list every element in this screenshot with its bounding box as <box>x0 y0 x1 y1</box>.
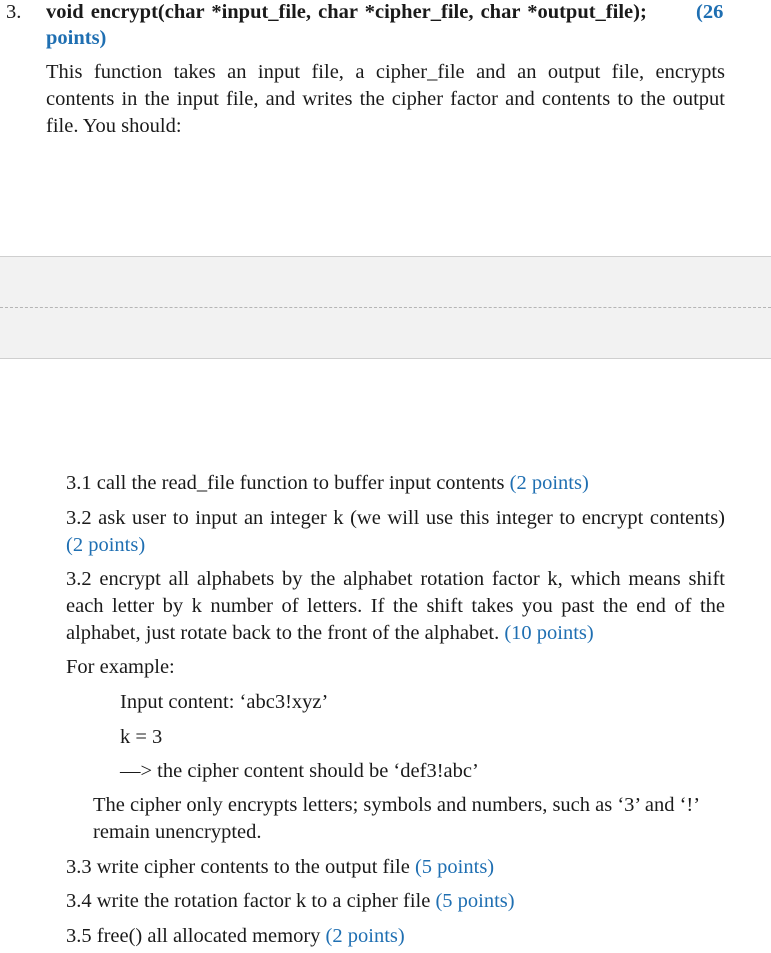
description-line-1: This function takes an input file, a cipher_file and an output file, encrypts <box>46 61 725 83</box>
step-3-2b-line-2: each letter by k number of letters. If the shift takes you past the end of the <box>66 595 725 617</box>
step-3-3-points: (5 points) <box>414 856 495 878</box>
step-3-2a-points: (2 points) <box>66 534 146 556</box>
step-3-2b-line-3 <box>66 623 594 644</box>
step-3-2b-line-3-text: alphabet, just rotate back to the front of the alphabet. <box>66 622 500 644</box>
step-3-2b-line-1: 3.2 encrypt all alphabets by the alphabet rotation factor k, which means shift <box>66 568 725 590</box>
step-3-1 <box>66 473 589 494</box>
separator-bottom-rule <box>0 358 771 359</box>
note-line-1: The cipher only encrypts letters; symbols and numbers, such as ‘3’ and ‘!’ <box>93 794 701 816</box>
step-3-4-text: 3.4 write the rotation factor k to a cipher file <box>66 890 431 912</box>
step-3-2a-text: 3.2 ask user to input an integer k (we will use this integer to encrypt contents) <box>66 507 725 529</box>
step-3-3 <box>66 857 494 878</box>
step-3-2b-points: (10 points) <box>504 622 594 644</box>
separator-dashed-line <box>0 307 771 308</box>
step-3-5-points: (2 points) <box>325 925 405 947</box>
description-line-2: contents in the input file, and writes the cipher factor and contents to the output <box>46 88 725 110</box>
step-3-5 <box>66 926 405 947</box>
note-line-2: remain unencrypted. <box>93 821 262 843</box>
step-3-5-text: 3.5 free() all allocated memory <box>66 925 321 947</box>
question-points-part2: points) <box>46 27 107 49</box>
step-3-1-points: (2 points) <box>509 472 589 494</box>
example-input: Input content: ‘abc3!xyz’ <box>120 691 329 713</box>
example-output: —> the cipher content should be ‘def3!abc’ <box>120 760 479 782</box>
step-3-4 <box>66 891 515 912</box>
description-line-3: file. You should: <box>46 115 182 137</box>
example-k: k = 3 <box>120 726 163 748</box>
step-3-4-points: (5 points) <box>435 890 515 912</box>
step-3-3-text: 3.3 write cipher contents to the output file <box>66 856 410 878</box>
step-3-1-text: 3.1 call the read_file function to buffer input contents <box>66 472 505 494</box>
question-number: 3. <box>6 1 22 23</box>
function-signature: void encrypt(char *input_file, char *cipher_file, char *output_file); <box>46 1 647 23</box>
question-points-part1: (26 <box>696 1 724 23</box>
example-label: For example: <box>66 656 175 678</box>
separator-top-rule <box>0 256 771 257</box>
